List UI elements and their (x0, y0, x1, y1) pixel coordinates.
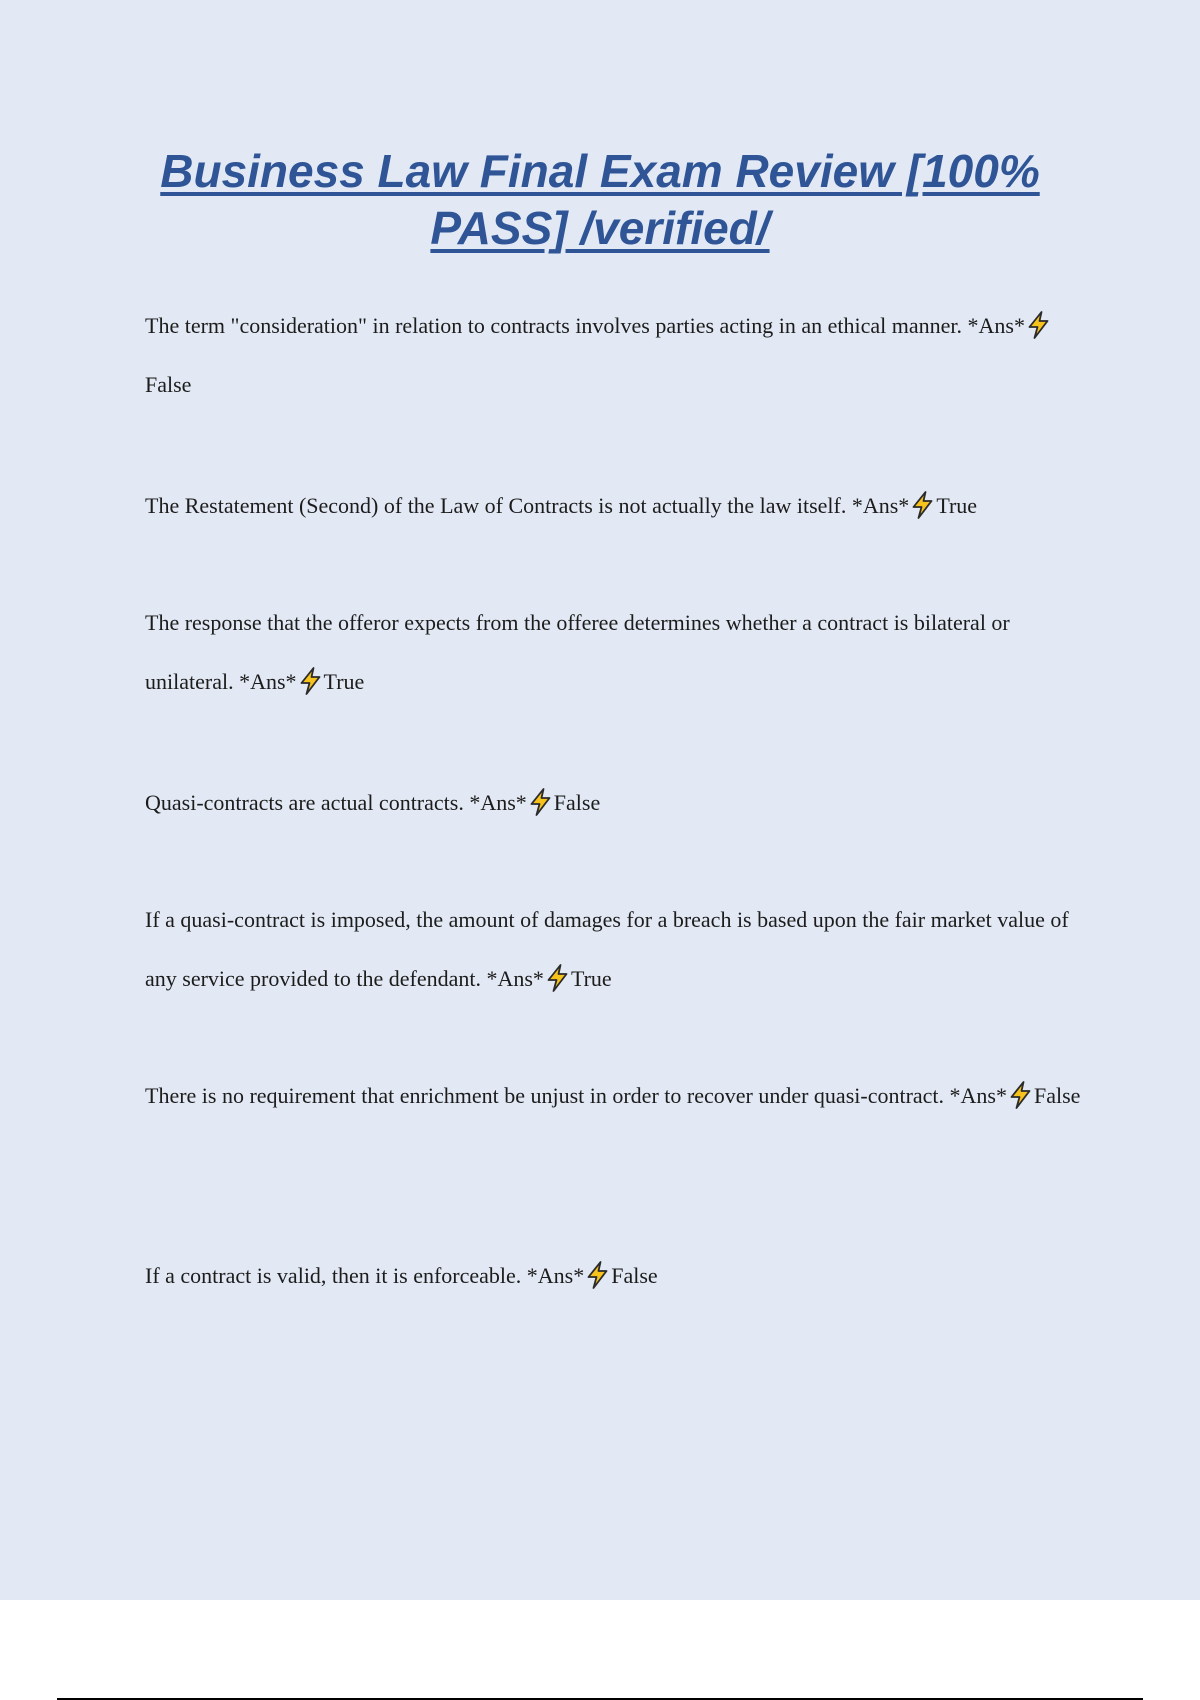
qa-item-6 (145, 1066, 1090, 1125)
answer-label: *Ans* (851, 493, 910, 518)
qa-item-5 (145, 890, 1090, 1008)
question-text: The term "consideration" in relation to contracts involves parties acting in an ethical manner. (145, 313, 963, 338)
question-text: If a contract is valid, then it is enforceable. (145, 1263, 522, 1288)
answer-value: True (323, 669, 365, 694)
answer-value: False (611, 1263, 658, 1288)
question-text: Quasi-contracts are actual contracts. (145, 790, 464, 815)
lightning-bolt-icon (528, 779, 553, 807)
qa-item-3 (145, 593, 1090, 711)
lightning-bolt-icon (1008, 1072, 1033, 1100)
answer-value: True (570, 966, 612, 991)
answer-value: False (145, 372, 192, 397)
lightning-bolt-icon (910, 482, 935, 510)
answer-label: *Ans* (486, 966, 544, 991)
lightning-bolt-icon (1026, 302, 1051, 330)
question-text: If a quasi-contract is imposed, the amount of damages for a breach is based upon the fair market value of any service provided to the defendant. (145, 907, 1069, 991)
answer-label: *Ans* (967, 313, 1025, 338)
qa-item-7 (145, 1246, 1090, 1305)
question-text: The Restatement (Second) of the Law of Contracts is not actually the law itself. (145, 493, 847, 518)
question-text: There is no requirement that enrichment be unjust in order to recover under quasi-contract. (145, 1083, 945, 1108)
answer-label: *Ans* (469, 790, 527, 815)
answer-value: True (936, 493, 978, 518)
answer-value: False (553, 790, 601, 815)
answer-label: *Ans* (526, 1263, 585, 1288)
document-title: Business Law Final Exam Review [100% PASS] /verified/ (160, 145, 1040, 254)
answer-label: *Ans* (949, 1083, 1007, 1108)
qa-item-4 (145, 773, 1090, 832)
qa-item-2 (145, 476, 1090, 535)
lightning-bolt-icon (545, 955, 570, 983)
answer-label: *Ans* (239, 669, 297, 694)
question-text: The response that the offeror expects from the offeree determines whether a contract is bilateral or unilateral. (145, 610, 1010, 694)
lightning-bolt-icon (298, 658, 323, 686)
answer-value: False (1034, 1083, 1081, 1108)
lightning-bolt-icon (585, 1252, 610, 1280)
qa-item-1 (145, 296, 1090, 414)
